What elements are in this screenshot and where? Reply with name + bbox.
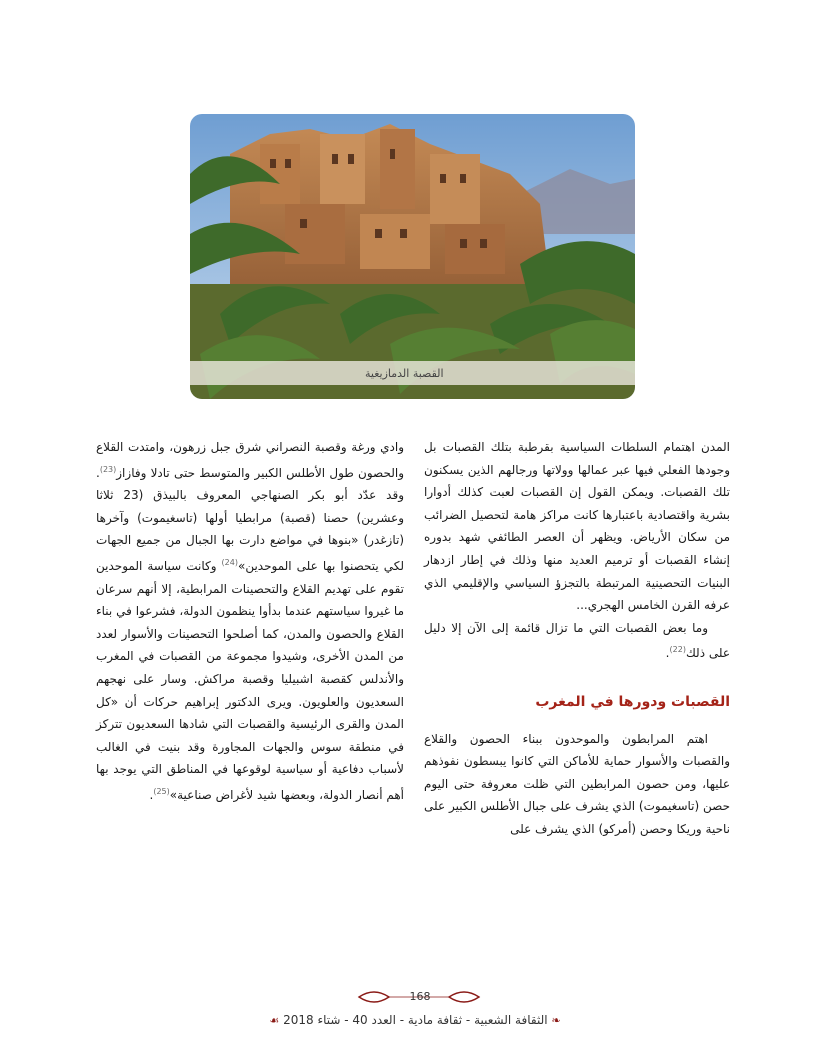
paragraph-text: وكانت سياسة الموحدين تقوم على تهديم القلاع والتحصينات المرابطية، إلا أنهم سرعان ما غيروا سياستهم عندما بدأوا ينظمون الدولة، فشرعوا في بناء القلاع والحصون والمدن، كما أصلحوا التحصينات والأسوار لعدد من المدن الأخرى، وشيدوا مجموعة من القصبات في المغرب والأندلس كقصبة اشبيليا وقصبة مراكش. وسار على نهجهم السعديون والعلويون. ويرى الدكتور إبراهيم حركات أن «كل المدن والقرى الرئيسية والقصبات التي شادها السعديون تتركز في منطقة سوس والجهات المجاورة وقد بنيت في الغالب لأسباب دفاعية أو سياسية لوقوعها في المناطق التي يوجد بها أهم أنصار الدولة، وبعضها شيد لأغراض صناعية»: [96, 558, 404, 802]
paragraph-text: وادي ورغة وقصبة النصراني شرق جبل زرهون، وامتدت القلاع والحصون طول الأطلس الكبير والمتوسط حتى تادلا وفازاز: [96, 440, 404, 480]
page-number: 168: [409, 990, 431, 1003]
right-column: [424, 436, 730, 841]
footnote-ref: (22): [669, 645, 686, 655]
paragraph: وما بعض القصبات التي ما تزال قائمة إلى الآن إلا دليل على ذلك$^{(22)}$.: [424, 620, 730, 661]
footer-text: الثقافة الشعبية - ثقافة مادية - العدد 40 - شتاء 2018: [283, 1013, 548, 1027]
paragraph: المدن اهتمام السلطات السياسية بقرطبة بتلك القصبات بل وجودها الفعلي فيها عبر عمالها وولاتها ورجالهم الذين يسكنون تلك القصبات. ويمكن القول إن القصبات لعبت كذلك أدوارا بشرية واقتصادية باعتبارها كانت مراكز هامة لتحصيل الضرائب من سكان الأرياض. ويظهر أن العصر الطائفي شهد بدوره إنشاء القصبات أو ترميم العديد منها وذلك في إطار ازدهار البنيات التحصينية المرتبطة بالتجزؤ السياسي والإقليمي الذي عرفه القرن الخامس الهجري...: [424, 440, 730, 613]
footer-publication-line: [240, 1013, 590, 1027]
kasbah-photo: [190, 114, 635, 399]
photo-caption: القصبة الدمازيغية: [190, 361, 635, 385]
section-heading: القصبات ودورها في المغرب: [535, 693, 730, 710]
footnote-ref: (24): [221, 557, 238, 567]
footnote-ref: (23): [99, 464, 117, 474]
footnote-ref: (25): [153, 786, 170, 796]
paragraph: اهتم المرابطون والموحدون ببناء الحصون والقلاع والقصبات والأسوار حماية للأماكن التي كانوا يبسطون نفوذهم عليها، ومن حصون المرابطين التي ظلت معروفة حتى اليوم حصن (تاسغيموت) الذي يشرف على جبال الأطلس الكبير على ناحية وريكا وحصن (أمركو) الذي يشرف على: [424, 731, 730, 836]
paragraph-text: وما بعض القصبات التي ما تزال قائمة إلى الآن إلا دليل على ذلك: [424, 620, 730, 661]
paragraph-text: . وقد عدّد أبو بكر الصنهاجي المعروف بالبيذق (23 ثلاثا وعشرين) حصنا (قصبة) مرابطيا أولها (تاسغيموت) وآخرها (تازغدر) «بنوها في مواضع دارت بها الجبال من جميع الجهات لكي يتحصنوا بها على الموحدين»: [96, 465, 405, 573]
page-footer: [240, 983, 590, 1043]
paragraph: [96, 436, 404, 807]
footer-flourish-icon: ☙: [269, 1014, 280, 1027]
footer-flourish-icon: ❧: [551, 1014, 561, 1027]
paragraph-text: .: [149, 787, 154, 802]
kasbah-photo-illustration: [190, 114, 635, 399]
left-column: [96, 436, 404, 807]
